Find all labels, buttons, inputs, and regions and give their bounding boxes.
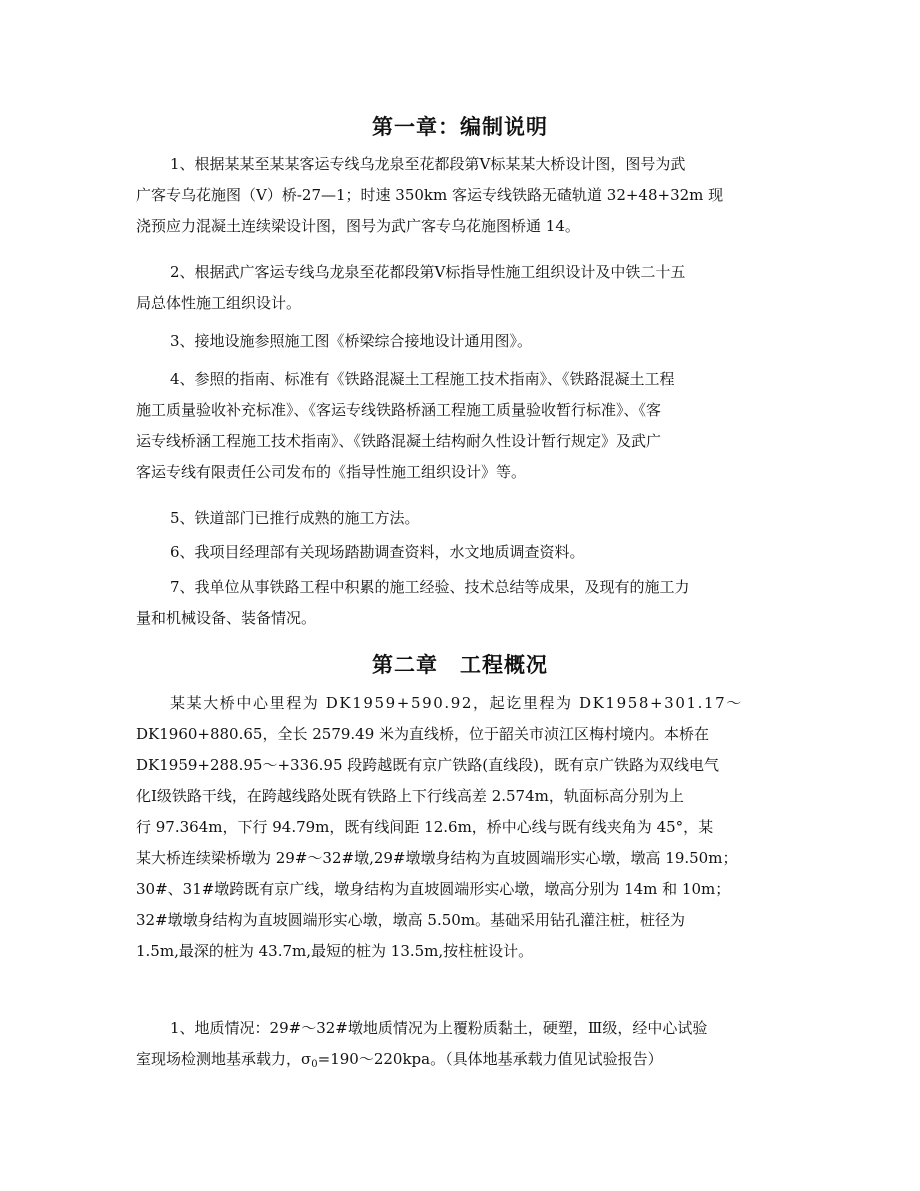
text-line <box>136 1044 786 1075</box>
text-line: DK1960+880.65，全长 2579.49 米为直线桥，位于韶关市浈江区梅村境内。本桥在 <box>136 725 710 743</box>
text-line: 1.5m,最深的桩为 43.7m,最短的桩为 13.5m,按柱桩设计。 <box>136 942 534 960</box>
text-line: 1、根据某某至某某客运专线乌龙泉至花都段第Ⅴ标某某大桥设计图，图号为武 <box>170 155 686 173</box>
chapter-2-geology <box>136 1013 786 1075</box>
text-line: 广客专乌花施图（Ⅴ）桥-27—1；时速 350km 客运专线铁路无碴轨道 32+48+32m 现 <box>136 186 724 204</box>
text-line: 7、我单位从事铁路工程中积累的施工经验、技术总结等成果，及现有的施工力 <box>170 578 690 596</box>
chapter-1-item-1 <box>136 149 786 242</box>
geology-line2-suffix: =190～220kpa。（具体地基承载力值见试验报告） <box>317 1050 663 1068</box>
chapter-1-item-2 <box>136 257 786 319</box>
text-line: 化Ⅰ级铁路干线，在跨越线路处既有铁路上下行线高差 2.574m，轨面标高分别为上 <box>136 787 684 805</box>
text-line: 4、参照的指南、标准有《铁路混凝土工程施工技术指南》、《铁路混凝土工程 <box>170 370 675 388</box>
geology-line2-prefix: 室现场检测地基承载力，σ <box>136 1050 312 1068</box>
chapter-1-item-3 <box>136 326 786 357</box>
text-line: 1、地质情况：29#～32#墩地质情况为上覆粉质黏土，硬塑，Ⅲ级，经中心试验 <box>170 1019 708 1037</box>
text-line: 客运专线有限责任公司发布的《指导性施工组织设计》等。 <box>136 463 527 481</box>
text-line: 量和机械设备、装备情况。 <box>136 609 317 627</box>
chapter-1-item-6 <box>136 537 786 568</box>
sigma-subscript: 0 <box>311 1059 318 1070</box>
text-line: 某大桥连续梁桥墩为 29#～32#墩,29#墩墩身结构为直坡圆端形实心墩，墩高 19.50m； <box>136 849 738 867</box>
chapter-1-item-5 <box>136 503 786 534</box>
text-line: 某某大桥中心里程为 DK1959+590.92，起讫里程为 DK1958+301.17～ <box>170 694 743 712</box>
text-line: 30#、31#墩跨既有京广线，墩身结构为直坡圆端形实心墩，墩高分别为 14m 和 10m； <box>136 880 731 898</box>
text-line: 5、铁道部门已推行成熟的施工方法。 <box>170 509 420 527</box>
text-line: 6、我项目经理部有关现场踏勘调查资料，水文地质调查资料。 <box>170 543 585 561</box>
text-line: DK1959+288.95～+336.95 段跨越既有京广铁路(直线段)，既有京广铁路为双线电气 <box>136 756 719 774</box>
chapter-1-title: 第一章：编制说明 <box>372 115 548 139</box>
text-line: 运专线桥涵工程施工技术指南》、《铁路混凝土结构耐久性设计暂行规定》及武广 <box>136 432 662 450</box>
text-line: 行 97.364m，下行 94.79m，既有线间距 12.6m，桥中心线与既有线夹角为 45°，某 <box>136 818 714 836</box>
text-line: 局总体性施工组织设计。 <box>136 294 302 312</box>
text-line: 2、根据武广客运专线乌龙泉至花都段第Ⅴ标指导性施工组织设计及中铁二十五 <box>170 263 686 281</box>
text-line: 浇预应力混凝土连续梁设计图，图号为武广客专乌花施图桥通 14。 <box>136 217 580 235</box>
chapter-2-title: 第二章 工程概况 <box>372 653 548 677</box>
text-line: 施工质量验收补充标准》、《客运专线铁路桥涵工程施工质量验收暂行标准》、《客 <box>136 401 662 419</box>
text-line: 3、接地设施参照施工图《桥梁综合接地设计通用图》。 <box>170 332 533 350</box>
chapter-1-item-4 <box>136 364 786 488</box>
chapter-1-item-7 <box>136 572 786 634</box>
text-line: 32#墩墩身结构为直坡圆端形实心墩，墩高 5.50m。基础采用钻孔灌注桩，桩径为 <box>136 911 686 929</box>
chapter-2-overview <box>136 688 786 967</box>
